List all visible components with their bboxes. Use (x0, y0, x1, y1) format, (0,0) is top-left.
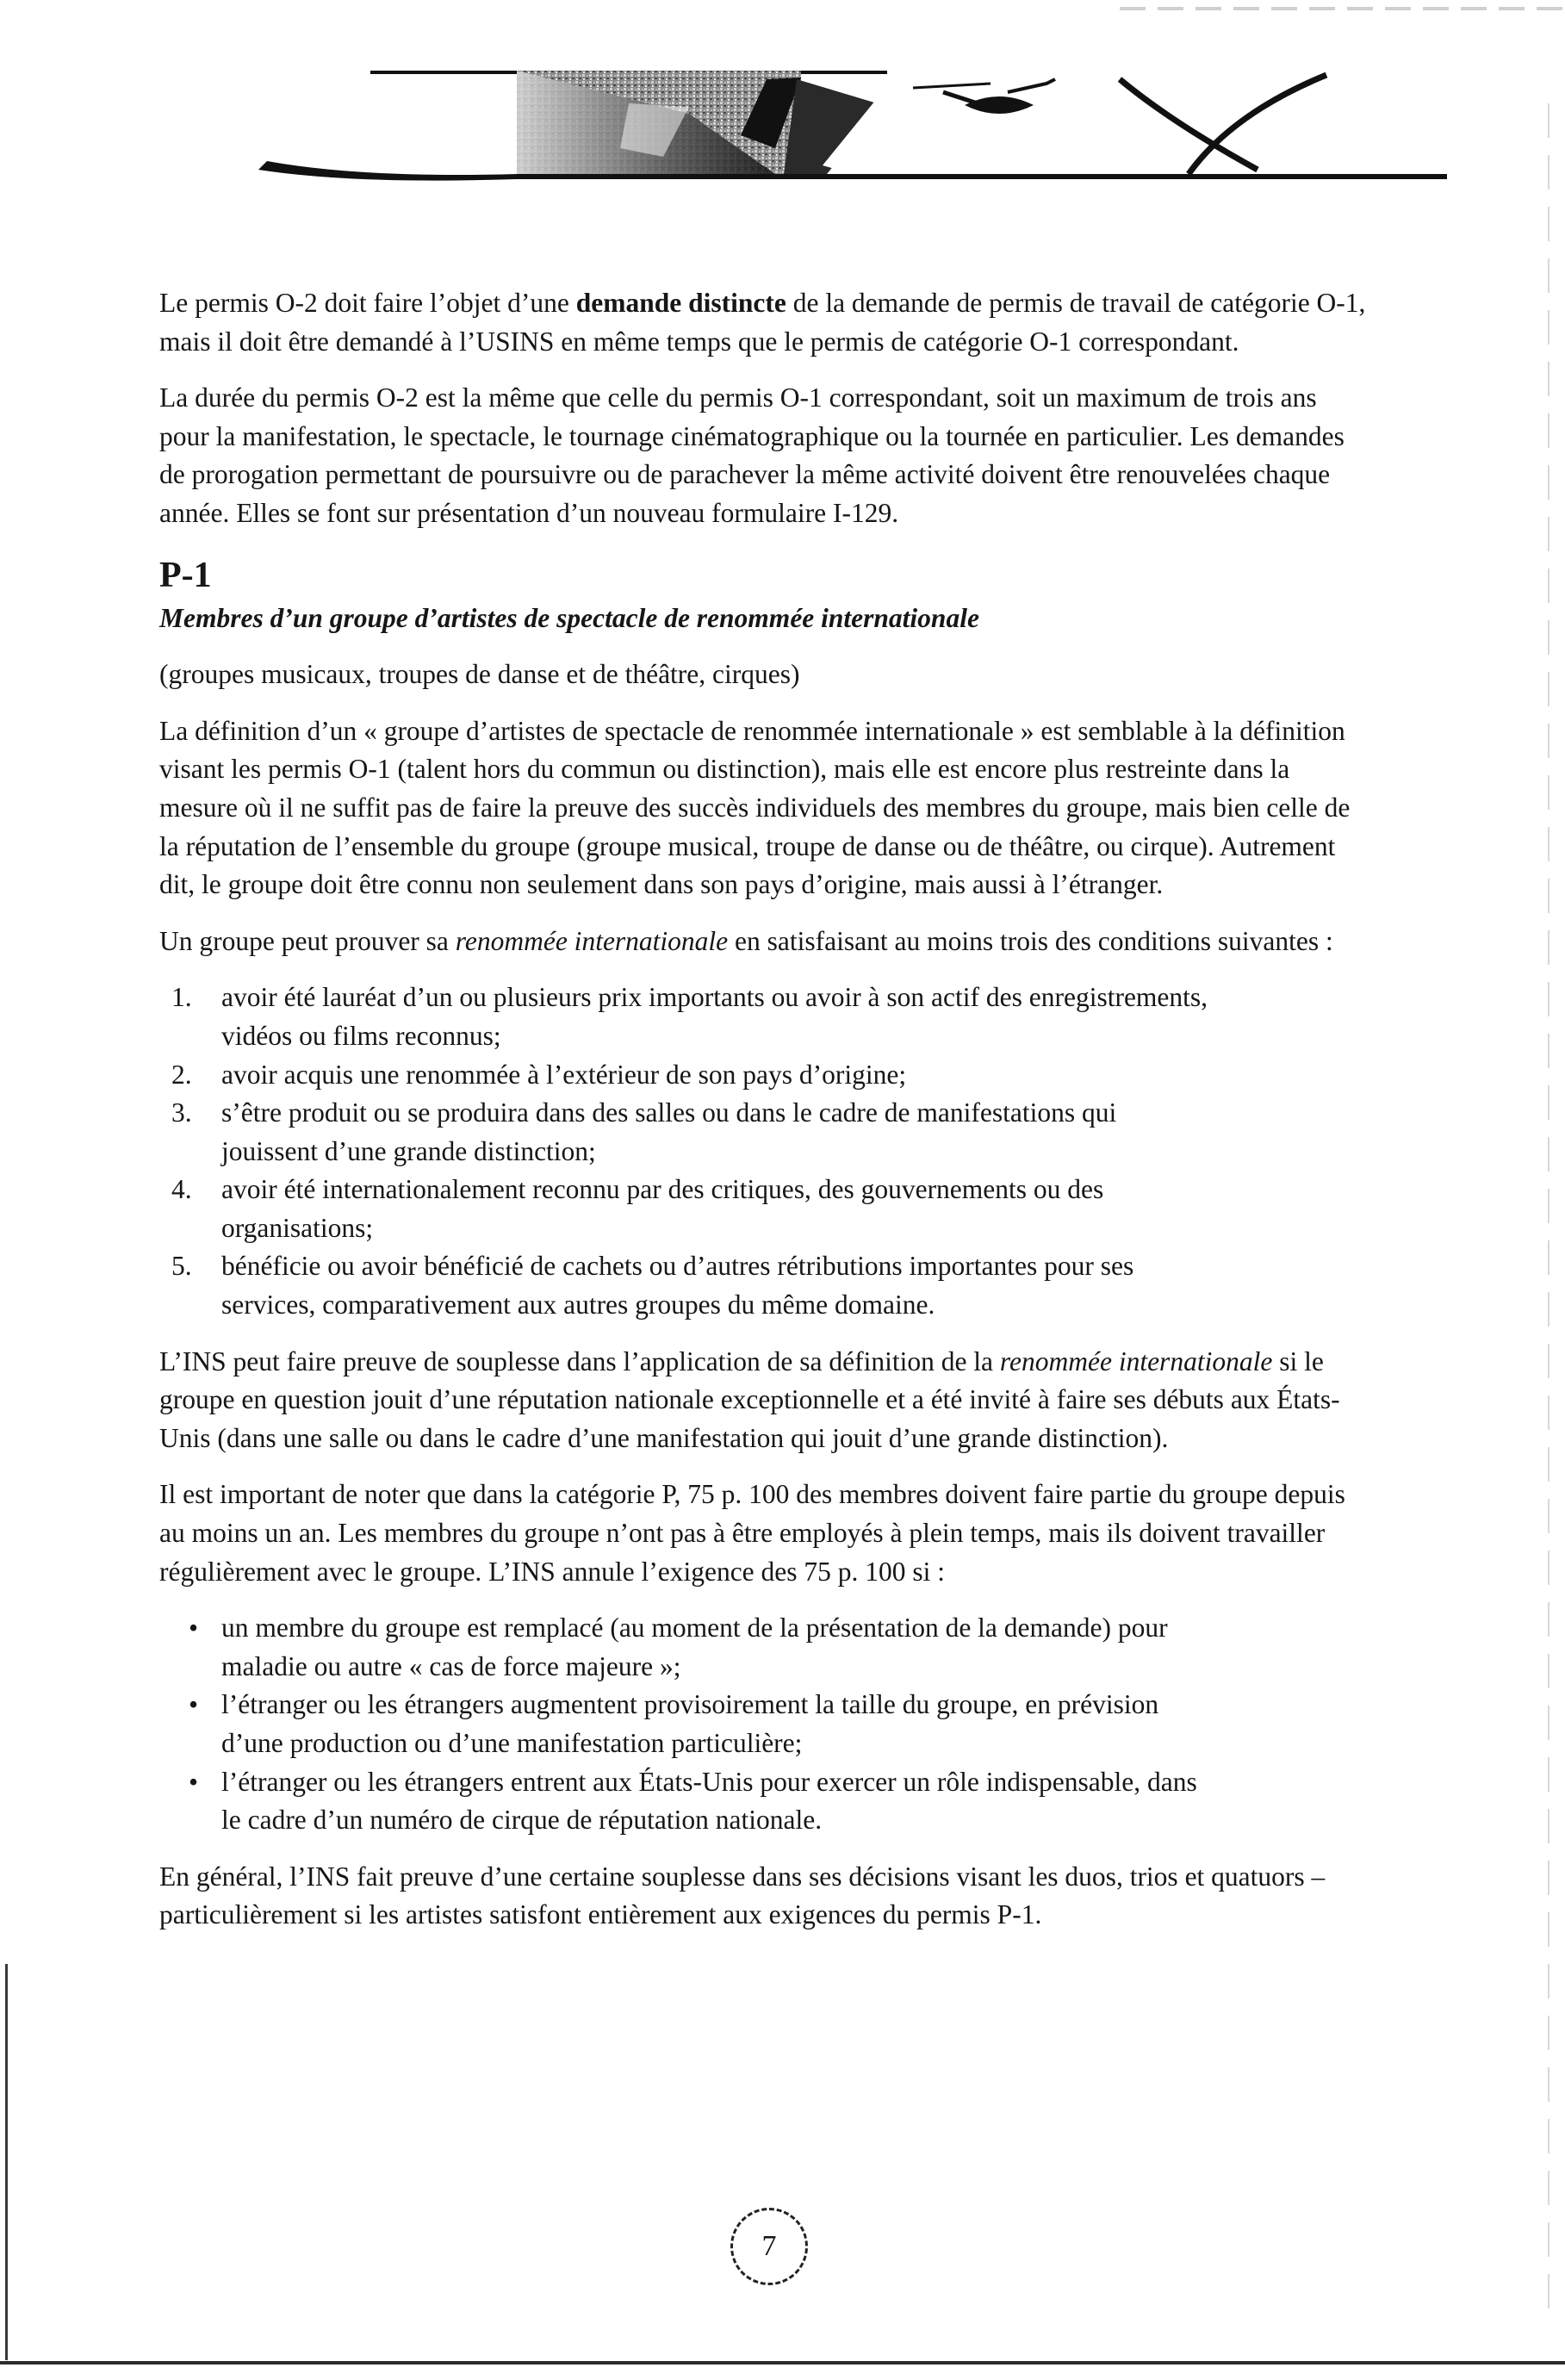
scan-edge-right (1548, 103, 1549, 2309)
section-subtitle: Membres d’un groupe d’artistes de spectacle de renommée internationale (159, 602, 979, 633)
list-item-text: avoir acquis une renommée à l’extérieur de son pays d’origine; (221, 1059, 907, 1090)
bullet-item: • un membre du groupe est remplacé (au moment de la présentation de la demande) pour maladie ou autre « cas de force majeure »; (189, 1609, 1218, 1686)
list-item-text: s’être produit ou se produira dans des salles ou dans le cadre de manifestations qui jouissent d’une grande distinction; (221, 1097, 1117, 1166)
page-number: 7 (730, 2208, 808, 2285)
bold-emphasis: demande distincte (575, 288, 786, 318)
exceptions-list (159, 1609, 1218, 1840)
list-item-text: avoir été internationalement reconnu par des critiques, des gouvernements ou des organisations; (221, 1174, 1104, 1243)
list-number: 3. (171, 1097, 192, 1128)
paragraph-text: Le permis O-2 doit faire l’objet d’une (159, 288, 576, 318)
paragraph-conditions-intro (159, 923, 1369, 961)
paragraph-text: si le groupe en question jouit d’une réputation nationale exceptionnelle et a été invité à faire ses débuts aux États-Unis (dans une salle ou dans le cadre d’une manifestation qui jouit d’une grande distinction). (159, 1345, 1340, 1453)
paragraph-text: Un groupe peut prouver sa (159, 925, 456, 956)
paragraph-75-percent-rule: Il est important de noter que dans la catégorie P, 75 p. 100 des membres doivent faire partie du groupe depuis au moins un an. Les membres du groupe n’ont pas à être employés à plein temps, mais ils doivent travailler régulièrement avec le groupe. L’INS annule l’exigence des 75 p. 100 si : (159, 1479, 1345, 1587)
paragraph-o2-duration: La durée du permis O-2 est la même que celle du permis O-1 correspondant, soit un maximum de trois ans pour la manifestation, le spectacle, le tournage cinématographique ou la tournée en particulier. Les demandes de prorogation permettant de poursuivre ou de parachever la même activité doivent être renouvelées chaque année. Elles se font sur présentation d’un nouveau formulaire I-129. (159, 382, 1345, 528)
scan-edge-bottom (0, 2361, 1565, 2364)
scan-edge-top (1120, 7, 1565, 10)
bullet-item: • l’étranger ou les étrangers entrent aux États-Unis pour exercer un rôle indispensable, dans le cadre d’un numéro de cirque de réputation nationale. (189, 1763, 1218, 1840)
paragraph-p1-definition: La définition d’un « groupe d’artistes de spectacle de renommée internationale » est semblable à la définition visant les permis O-1 (talent hors du commun ou distinction), mais elle est encore plus restreinte dans la mesure où il ne suffit pas de faire la preuve des succès individuels des membres du groupe, mais bien celle de la réputation de l’ensemble du groupe (groupe musical, troupe de danse ou de théâtre, ou cirque). Autrement dit, le groupe doit être connu non seulement dans son pays d’origine, mais aussi à l’étranger. (159, 715, 1351, 900)
section-note: (groupes musicaux, troupes de danse et de théâtre, cirques) (159, 659, 800, 690)
paragraph-o2-distinct-request (159, 284, 1369, 361)
list-item-text: bénéficie ou avoir bénéficié de cachets ou d’autres rétributions importantes pour ses services, comparativement aux autres groupes du même domaine. (221, 1251, 1134, 1320)
list-item (171, 1056, 1218, 1095)
paragraph-ins-flexibility (159, 1343, 1369, 1458)
list-item (171, 1171, 1218, 1247)
list-item (171, 1247, 1218, 1324)
header-banner-icon (258, 53, 1447, 200)
list-number: 1. (171, 982, 192, 1013)
list-item (171, 1094, 1218, 1171)
paragraph-small-groups: En général, l’INS fait preuve d’une certaine souplesse dans ses décisions visant les duos, trios et quatuors – particulièrement si les artistes satisfont entièrement aux exigences du permis P-1. (159, 1861, 1326, 1930)
list-number: 2. (171, 1059, 192, 1090)
conditions-list (159, 979, 1218, 1324)
list-item (171, 979, 1218, 1055)
list-number: 5. (171, 1251, 192, 1282)
list-number: 4. (171, 1174, 192, 1205)
italic-emphasis: renommée internationale (455, 925, 729, 956)
scan-edge-left (5, 1964, 8, 2360)
paragraph-text: L’INS peut faire preuve de souplesse dans l’application de sa définition de la (159, 1345, 1000, 1376)
bullet-item: • l’étranger ou les étrangers augmentent provisoirement la taille du groupe, en prévision d’une production ou d’une manifestation particulière; (189, 1686, 1218, 1762)
paragraph-text: en satisfaisant au moins trois des conditions suivantes : (728, 925, 1333, 956)
section-title: P-1 (159, 555, 212, 595)
italic-emphasis: renommée internationale (999, 1345, 1273, 1376)
paragraph-text: de la demande de permis de travail de catégorie O-1, mais il doit être demandé à l’USINS en même temps que le permis de catégorie O-1 correspondant. (159, 288, 1366, 357)
list-item-text: avoir été lauréat d’un ou plusieurs prix importants ou avoir à son actif des enregistrements, vidéos ou films reconnus; (221, 982, 1208, 1051)
page-content (159, 284, 1369, 1953)
